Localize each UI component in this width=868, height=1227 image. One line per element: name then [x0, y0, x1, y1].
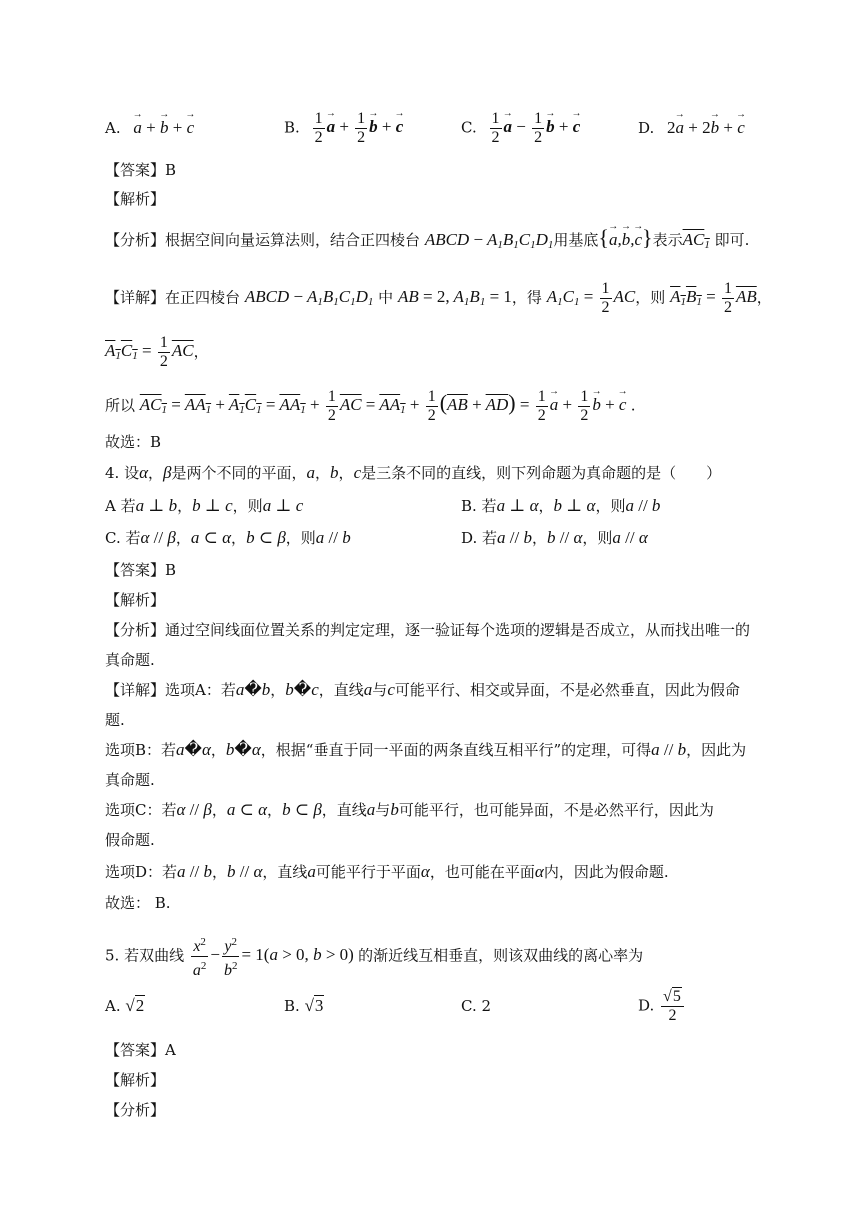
q4-detail-c: 选项C：若α // β，a ⊂ α，b ⊂ β，直线a与b可能平行，也可能异面，不是必然平行，因此为 [105, 800, 714, 819]
option-letter: D. [638, 119, 655, 137]
q3-option-c [461, 110, 580, 147]
detail-math: a�α [176, 740, 211, 759]
q5-number: 5. 若双曲线 [105, 946, 185, 965]
edge-lengths: AB = 2, $A_1B_1 = 1$ [397, 287, 512, 309]
q4-answer: 【答案】B [105, 561, 177, 579]
detail-text: 可能平行，也可能异面，不是必然平行，因此为 [398, 801, 714, 819]
q4-option-c: C. 若α // β，a ⊂ α，b ⊂ β，则a // b [105, 528, 351, 547]
q3-choice: 故选：B [105, 433, 162, 451]
q4-detail-b-line2: 真命题. [105, 771, 155, 789]
option-math: b ⊥ α [553, 496, 596, 515]
stem-text: 的渐近线互相垂直，则该双曲线的离心率为 [358, 946, 644, 965]
punct: ， [756, 288, 772, 307]
hyperbola-equation: $\frac{x^2}{a^2}$ − $\frac{y^2}{b^2}$ = 1(a > 0, b > 0) [189, 945, 358, 964]
detail-text: ，也可能在平面 [429, 863, 535, 881]
option-letter: B. [284, 997, 300, 1015]
option-math: a ⊥ b [135, 496, 178, 515]
option-letter: C. [461, 118, 477, 137]
q4-detail-b: 选项B：若a�α，b�α，根据“垂直于同一平面的两条直线互相平行”的定理，可得a // b，因此为 [105, 740, 747, 759]
detail-text: 可能平行于平面 [315, 863, 421, 881]
detail-text: 选项B：若 [105, 741, 177, 759]
option-math: a // b [625, 496, 661, 515]
sqrt-2: √2 [125, 996, 145, 1015]
q3-option-b [284, 110, 403, 147]
q4-fenxi-line1: 【分析】通过空间线面位置关系的判定定理，逐一验证每个选项的逻辑是否成立，从而找出唯一的 [105, 621, 751, 639]
q4-detail-a: 【详解】选项A：若a�b，b�c，直线a与c可能平行、相交或异面，不是必然垂直，因此为假命 [105, 680, 740, 699]
detail-math: a // b [177, 862, 212, 881]
detail-text: 选项C：若 [105, 801, 177, 819]
option-math: a // b [315, 528, 351, 547]
q4-analysis-label: 【解析】 [105, 591, 166, 609]
detail-math: c [387, 680, 395, 699]
frustum-name: ABCD − $A_1B_1C_1D_1$ [244, 287, 374, 309]
sqrt-3: √3 [304, 996, 324, 1015]
option-letter: A. [105, 997, 121, 1015]
detail-math: b�c [285, 680, 319, 699]
relation-2: $A_1B_1$ = $\frac{1}{2}$ $\overline{AB}$ [670, 280, 757, 316]
q4-detail-d: 选项D：若a // b，b // α，直线a可能平行于平面α，也可能在平面α内，因此为假命题. [105, 862, 669, 881]
option-text: ，则 [582, 529, 613, 547]
lines: c [353, 463, 362, 482]
xiangjie-text: 在正四棱台 [165, 288, 241, 307]
option-b-expression: $\frac{1}{2}$ → a + $\frac{1}{2}$ → b + → c [311, 117, 404, 136]
xiangjie-text: ，则 [635, 288, 666, 307]
option-text: C. 若 [105, 529, 141, 547]
option-math: b // α [547, 528, 583, 547]
detail-math: b [390, 800, 399, 819]
q4-number: 4. 设 [105, 464, 140, 482]
frustum-name: ABCD − $A_1B_1C_1D_1$ [424, 230, 554, 251]
detail-text: ，直线 [321, 801, 367, 819]
suoyi-text: 所以 [105, 396, 136, 415]
detail-math: a ⊂ α [226, 800, 268, 819]
option-math: b ⊂ β [246, 528, 286, 547]
q5-option-c: C. 2 [461, 997, 492, 1015]
option-math: a ⊥ c [262, 496, 304, 515]
detail-text: ，直线 [262, 863, 308, 881]
detail-text: 选项D：若 [105, 863, 178, 881]
q5-option-b [284, 996, 324, 1016]
option-d-expression: 2→ a + 2→ b + → c [667, 118, 745, 137]
sqrt5-over-2: $\frac{√5}{2}$ [661, 988, 684, 1025]
option-text: D. 若 [461, 529, 498, 547]
vector-ac1: $AC_1$ [682, 230, 710, 251]
relation-3: $A_1C_1$ = $\frac{1}{2}$ $\overline{AC}$ [105, 334, 194, 370]
detail-math: b // α [227, 862, 263, 881]
stem-text: 是两个不同的平面， [171, 464, 307, 482]
detail-text: ，直线 [318, 681, 364, 699]
detail-math: a // b [651, 740, 687, 759]
option-text: B. 若 [461, 497, 497, 515]
vector-derivation: $AC_1 = AA_1 + A_1C_1 = AA_1$ + $\frac{1}{2}$ $\overline{AC} = AA_1$ + $\frac{1}{2}$ $(\overline{AB} + \overline{AD})$ = $\frac{1}{2}$ → a + $\frac{1}{2}$ → b + → c [140, 395, 631, 414]
option-text: ，则 [285, 529, 316, 547]
detail-math: a [363, 680, 373, 699]
q5-analysis-label: 【解析】 [105, 1071, 166, 1089]
option-text: ，则 [595, 497, 626, 515]
q4-option-b: B. 若a ⊥ α，b ⊥ α，则a // b [461, 496, 661, 515]
detail-text: 【详解】选项A：若 [105, 681, 236, 699]
detail-text: 与 [372, 681, 388, 699]
detail-text: 内，因此为假命题. [543, 863, 669, 881]
q3-xiangjie [105, 280, 772, 317]
detail-text: 与 [375, 801, 391, 819]
detail-math: a [307, 862, 316, 881]
detail-math: a�b [235, 680, 271, 699]
punct: . [630, 396, 636, 415]
basis-set: {→ a,→ b,→ c} [598, 230, 652, 249]
q4-fenxi-line2: 真命题. [105, 651, 155, 669]
planes: β [163, 463, 172, 482]
q3-option-a [105, 118, 194, 138]
option-text: A 若 [105, 497, 136, 515]
option-math: a // b [497, 528, 532, 547]
q3-option-d [638, 118, 745, 138]
q3-conclusion [105, 388, 635, 425]
detail-text: 可能平行、相交或异面，不是必然垂直，因此为假命 [394, 681, 740, 699]
q5-stem [105, 933, 643, 980]
option-math: α // β [140, 528, 176, 547]
fenxi-label: 【分析】 [105, 231, 166, 249]
option-letter: A. [105, 119, 121, 137]
q3-relation-3 [105, 334, 209, 371]
q3-answer: 【答案】B [105, 161, 177, 179]
option-math: a // α [612, 528, 648, 547]
option-c-expression: $\frac{1}{2}$ → a − $\frac{1}{2}$ → b + → c [488, 117, 581, 136]
q4-stem: 4. 设α，β是两个不同的平面，a，b，c是三条不同的直线，则下列命题为真命题的是（ ） [105, 463, 722, 482]
detail-math: α // β [176, 800, 212, 819]
option-math: b ⊥ c [192, 496, 233, 515]
q4-choice: 故选： B. [105, 894, 171, 912]
q5-answer: 【答案】A [105, 1041, 176, 1059]
xiangjie-text: 中 [378, 288, 394, 307]
q5-fenxi-label: 【分析】 [105, 1101, 166, 1119]
q3-analysis-label: 【解析】 [105, 190, 166, 208]
option-math: a ⊂ α [190, 528, 232, 547]
option-math: a ⊥ α [496, 496, 539, 515]
option-letter: D. [638, 996, 655, 1015]
fenxi-text: 根据空间向量运算法则，结合正四棱台 [165, 231, 421, 249]
detail-text: ，因此为 [686, 741, 747, 759]
q3-fenxi [105, 225, 750, 255]
option-a-expression: → a + → b + → c [133, 118, 194, 137]
fenxi-text: 用基底 [553, 231, 599, 249]
lines: a [306, 463, 316, 482]
lines: b [330, 463, 339, 482]
fenxi-text: 即可. [714, 231, 750, 249]
detail-math: b�α [225, 740, 261, 759]
detail-math: a [366, 800, 376, 819]
stem-text: 是三条不同的直线，则下列命题为真命题的是（ ） [361, 464, 722, 482]
q4-option-d: D. 若a // b，b // α，则a // α [461, 528, 648, 547]
q4-detail-c-line2: 假命题. [105, 831, 155, 849]
q5-option-d [638, 988, 686, 1025]
fenxi-text: 表示 [652, 231, 683, 249]
xiangjie-label: 【详解】 [105, 288, 166, 307]
q4-detail-a-line2: 题. [105, 711, 125, 729]
punct: ， [193, 342, 209, 361]
q5-option-a [105, 996, 145, 1016]
xiangjie-text: ，得 [511, 288, 542, 307]
detail-math: α [534, 862, 544, 881]
relation-1: $A_1C_1$ = $\frac{1}{2}$ AC [546, 280, 636, 316]
q4-option-a: A 若a ⊥ b，b ⊥ c，则a ⊥ c [105, 496, 304, 515]
planes: α [139, 463, 149, 482]
detail-text: ，根据“垂直于同一平面的两条直线互相平行”的定理，可得 [260, 741, 652, 759]
option-text: ，则 [232, 497, 263, 515]
option-letter: B. [284, 118, 300, 137]
detail-math: b ⊂ β [282, 800, 322, 819]
detail-math: α [420, 862, 430, 881]
